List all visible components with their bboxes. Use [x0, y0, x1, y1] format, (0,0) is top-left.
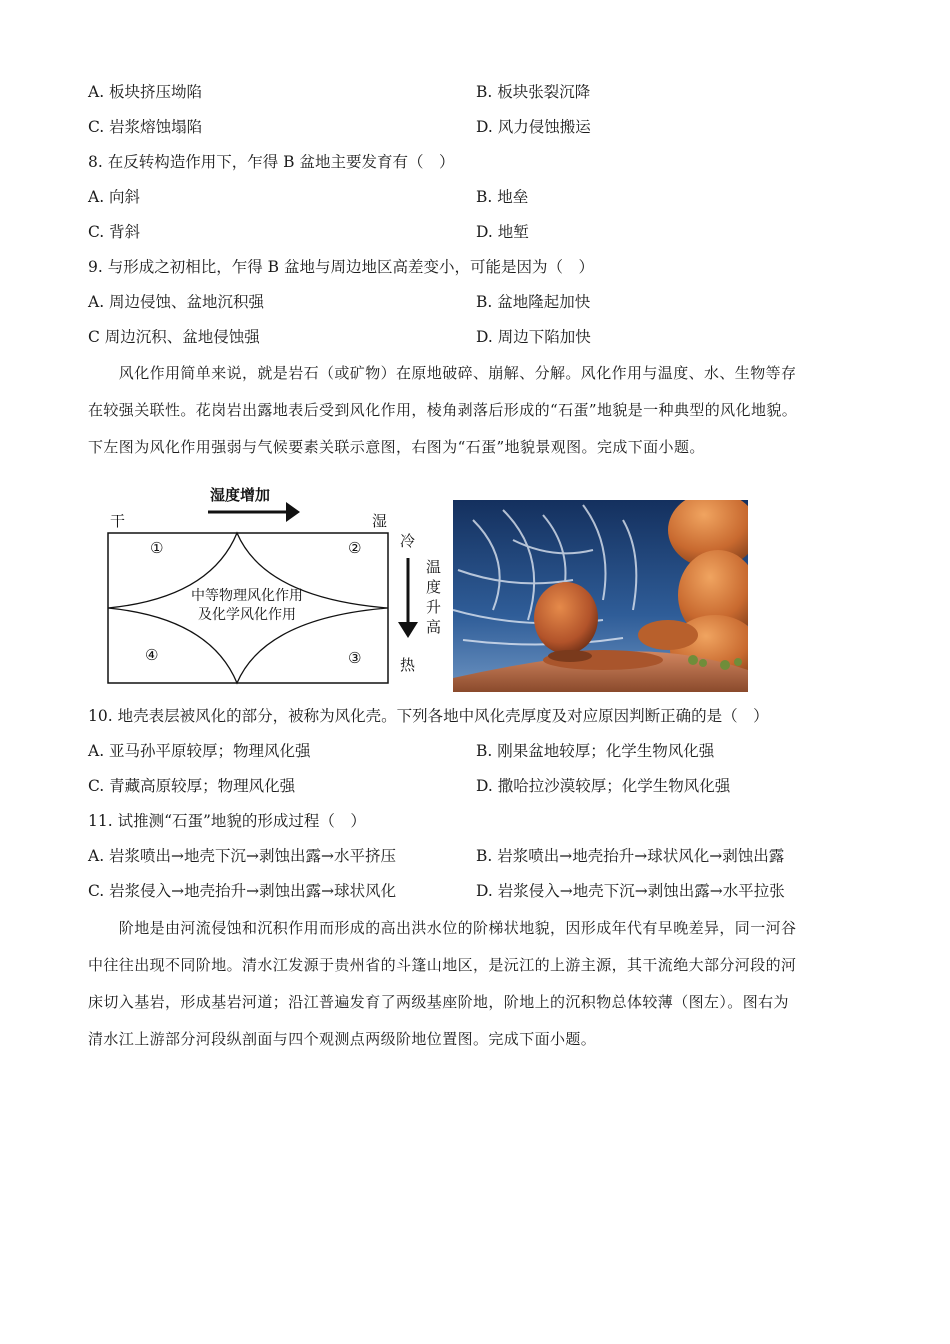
dry-label: 干 [110, 512, 126, 530]
egg-shadow [548, 650, 592, 662]
stone-egg-photo [453, 500, 748, 692]
weathering-diagram [100, 478, 450, 693]
region-1: ① [150, 539, 164, 557]
center-label-line1: 中等物理风化作用 [191, 588, 303, 604]
q8-option-d: D. 地堑 [476, 223, 529, 241]
q7-option-d: D. 风力侵蚀搬运 [476, 118, 591, 136]
passage1-line3: 下左图为风化作用强弱与气候要素关联示意图，右图为“石蛋”地貌景观图。完成下面小题。 [88, 438, 705, 456]
q8-stem: 8. 在反转构造作用下，乍得 B 盆地主要发育有（ ） [88, 153, 455, 171]
hot-label: 热 [400, 656, 416, 674]
passage1-line1: 风化作用简单来说，就是岩石（或矿物）在原地破碎、崩解、分解。风化作用与温度、水、生物等存 [88, 364, 797, 382]
humidity-label: 湿度增加 [210, 486, 271, 504]
passage2-line2: 中往往出现不同阶地。清水江发源于贵州省的斗篷山地区，是沅江的上游主源，其干流绝大部分河段的河 [88, 956, 797, 974]
q10-option-a: A. 亚马孙平原较厚；物理风化强 [88, 742, 311, 760]
humidity-arrow-head [286, 502, 300, 522]
cold-label: 冷 [400, 532, 416, 550]
q9-option-b: B. 盆地隆起加快 [476, 293, 591, 311]
passage1-line2: 在较强关联性。花岗岩出露地表后受到风化作用，棱角剥落后形成的“石蛋”地貌是一种典型的风化地貌。 [88, 401, 798, 419]
region-4: ④ [145, 646, 159, 664]
passage2-line4: 清水江上游部分河段纵剖面与四个观测点两级阶地位置图。完成下面小题。 [88, 1030, 597, 1048]
q8-option-a: A. 向斜 [88, 188, 141, 206]
q11-option-c: C. 岩浆侵入→地壳抬升→剥蚀出露→球状风化 [88, 882, 397, 900]
rock-slab [638, 620, 698, 650]
q8-option-c: C. 背斜 [88, 223, 141, 241]
q10-option-c: C. 青藏高原较厚；物理风化强 [88, 777, 296, 795]
q11-option-b: B. 岩浆喷出→地壳抬升→球状风化→剥蚀出露 [476, 847, 785, 865]
q7-option-c: C. 岩浆熔蚀塌陷 [88, 118, 203, 136]
center-label-line2: 及化学风化作用 [198, 607, 296, 623]
stone-egg [534, 582, 598, 654]
q7-option-a: A. 板块挤压坳陷 [88, 83, 203, 101]
q10-option-d: D. 撒哈拉沙漠较厚；化学生物风化强 [476, 777, 731, 795]
q11-option-d: D. 岩浆侵入→地壳下沉→剥蚀出露→水平拉张 [476, 882, 785, 900]
q10-option-b: B. 刚果盆地较厚；化学生物风化强 [476, 742, 715, 760]
q8-option-b: B. 地垒 [476, 188, 529, 206]
temp-label-1: 温 [426, 558, 442, 576]
q11-option-a: A. 岩浆喷出→地壳下沉→剥蚀出露→水平挤压 [88, 847, 397, 865]
q9-option-c: C 周边沉积、盆地侵蚀强 [88, 328, 260, 346]
region-3: ③ [348, 649, 362, 667]
temp-label-3: 升 [426, 598, 442, 616]
q10-stem: 10. 地壳表层被风化的部分，被称为风化壳。下列各地中风化壳厚度及对应原因判断正确的是（ ） [88, 707, 769, 725]
region-2: ② [348, 539, 362, 557]
temp-arrow-head [398, 622, 418, 638]
q11-stem: 11. 试推测“石蛋”地貌的形成过程（ ） [88, 812, 366, 830]
q7-option-b: B. 板块张裂沉降 [476, 83, 591, 101]
q9-stem: 9. 与形成之初相比，乍得 B 盆地与周边地区高差变小，可能是因为（ ） [88, 258, 594, 276]
passage2-line3: 床切入基岩，形成基岩河道；沿江普遍发育了两级基座阶地，阶地上的沉积物总体较薄（图左）。图右为 [88, 993, 789, 1011]
passage2-line1: 阶地是由河流侵蚀和沉积作用而形成的高出洪水位的阶梯状地貌，因形成年代有早晚差异，同一河谷 [88, 919, 797, 937]
temp-label-2: 度 [426, 578, 442, 596]
wet-label: 湿 [372, 512, 388, 530]
q9-option-d: D. 周边下陷加快 [476, 328, 591, 346]
q9-option-a: A. 周边侵蚀、盆地沉积强 [88, 293, 265, 311]
temp-label-4: 高 [426, 618, 442, 636]
